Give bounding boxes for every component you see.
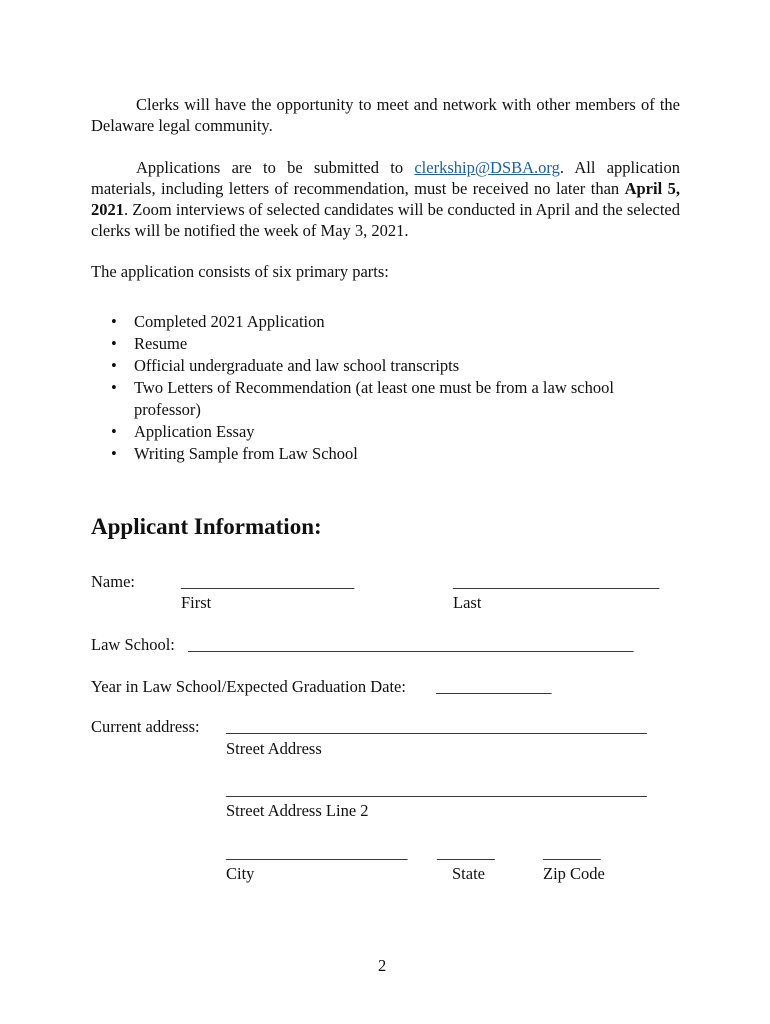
last-name-caption: Last <box>453 593 482 612</box>
email-link[interactable]: clerkship@DSBA.org <box>414 158 560 177</box>
first-name-caption: First <box>181 593 212 612</box>
last-name-field[interactable]: _________________________ <box>453 572 660 591</box>
bullet-icon: • <box>111 356 117 375</box>
graduation-date-field[interactable]: ______________ <box>436 677 552 696</box>
page-number: 2 <box>378 956 387 975</box>
street-address-2-caption: Street Address Line 2 <box>226 801 369 820</box>
state-field[interactable]: _______ <box>437 843 495 862</box>
list-item: • Two Letters of Recommendation (at least one must be from a law school professor) <box>111 378 614 419</box>
deadline-date: April 5, 2021 <box>91 179 680 219</box>
list-item: • Writing Sample from Law School <box>111 444 358 463</box>
current-address-label: Current address: <box>91 717 200 736</box>
submission-text-2: . All application materials, including letters of recommendation, must be received no later than <box>91 158 681 198</box>
bullet-icon: • <box>111 422 117 441</box>
bullet-icon: • <box>111 312 117 331</box>
list-item: • Completed 2021 Application <box>111 312 325 331</box>
submission-text-1: Applications are to be submitted to <box>136 158 415 177</box>
bullet-icon: • <box>111 378 117 397</box>
state-caption: State <box>452 864 485 883</box>
law-school-field[interactable]: ______________________________________________________ <box>188 635 634 654</box>
section-heading: Applicant Information: <box>91 514 322 539</box>
list-item: • Official undergraduate and law school transcripts <box>111 356 460 375</box>
street-address-field[interactable]: ___________________________________________________ <box>226 717 647 736</box>
submission-paragraph <box>91 157 680 241</box>
list-item: • Application Essay <box>111 422 255 441</box>
submission-text-3: . Zoom interviews of selected candidates will be conducted in April and the selected clerks will be notified the week of May 3, 2021. <box>91 200 680 240</box>
city-caption: City <box>226 864 255 883</box>
networking-paragraph: Clerks will have the opportunity to meet and network with other members of the Delaware legal community. <box>91 95 680 135</box>
graduation-date-label: Year in Law School/Expected Graduation Date: <box>91 677 406 696</box>
law-school-label: Law School: <box>91 635 175 654</box>
bullet-icon: • <box>111 334 117 353</box>
bullet-icon: • <box>111 444 117 463</box>
street-address-caption: Street Address <box>226 739 322 758</box>
zip-code-field[interactable]: _______ <box>543 843 601 862</box>
zip-code-caption: Zip Code <box>543 864 605 883</box>
city-field[interactable]: ______________________ <box>226 843 408 862</box>
first-name-field[interactable]: _____________________ <box>181 572 355 591</box>
list-item: • Resume <box>111 334 188 353</box>
street-address-2-field[interactable]: ___________________________________________________ <box>226 780 647 799</box>
application-parts-list <box>91 311 680 465</box>
parts-intro: The application consists of six primary parts: <box>91 262 389 281</box>
name-label: Name: <box>91 572 135 591</box>
